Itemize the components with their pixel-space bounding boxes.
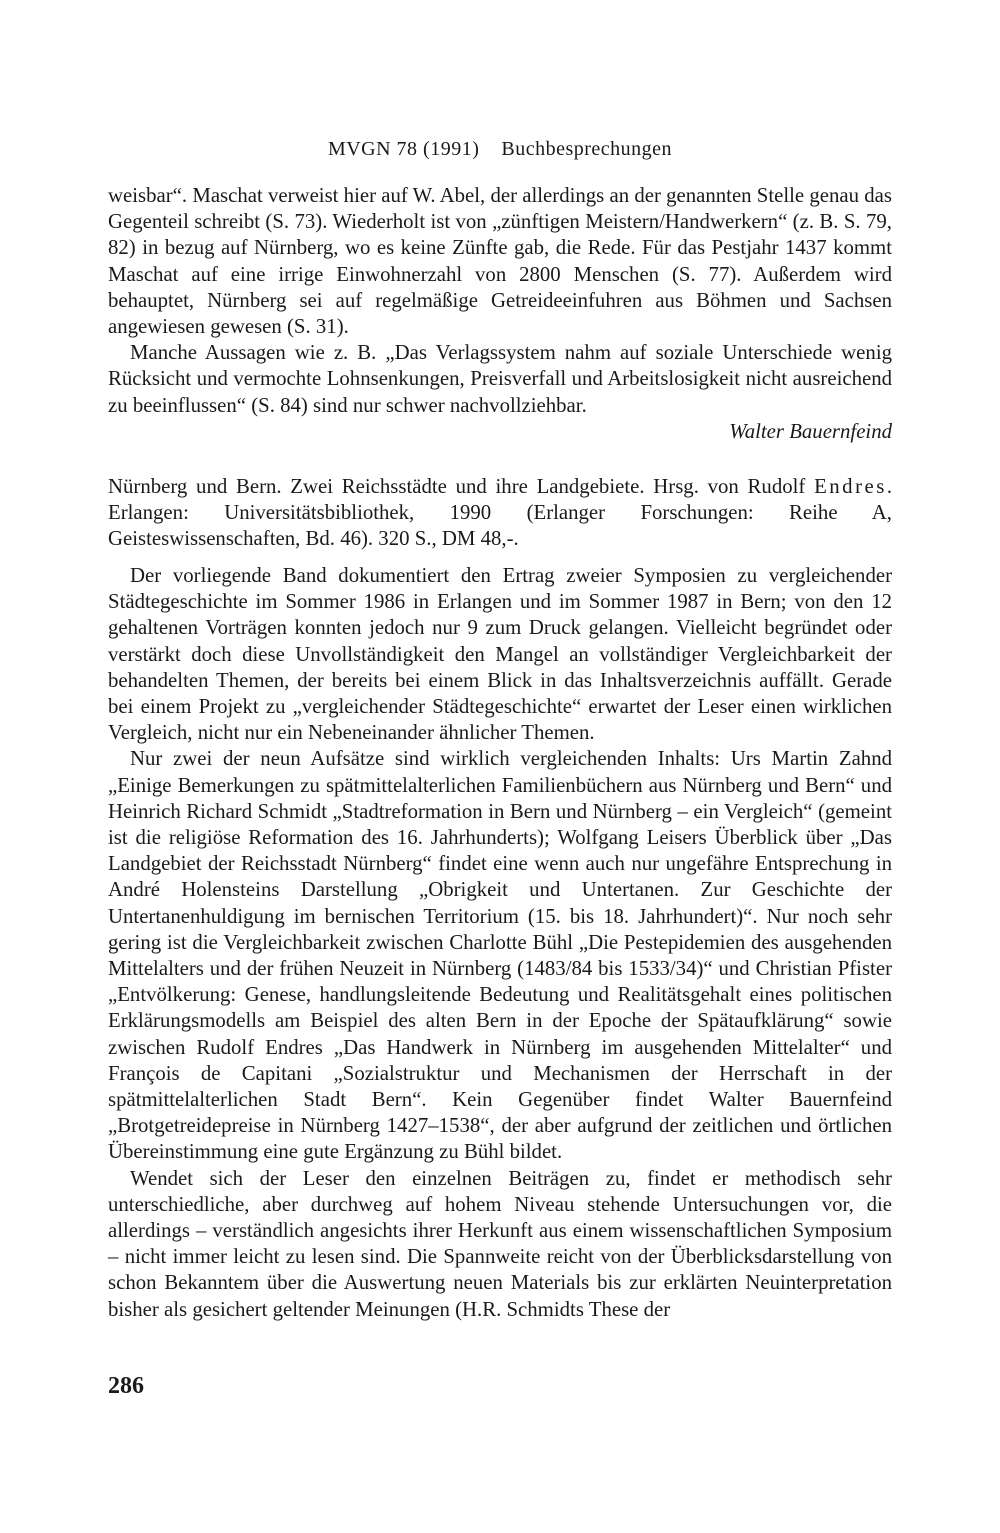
- review-2-citation: [108, 474, 892, 553]
- review-2-paragraph-2: Nur zwei der neun Aufsätze sind wirklich vergleichenden Inhalts: Urs Martin Zahnd „Einige Bemerkungen zu spätmittelalterlichen Familienbüchern aus Nürnberg und Bern“ und Heinrich Richard Schmidt „Stadtreformation in Bern und Nürnberg – ein Vergleich“ (gemeint ist die religiöse Reformation des 16. Jahrhunderts); Wolfgang Leisers Überblick über „Das Landgebiet der Reichsstadt Nürnberg“ findet eine wenn auch nur ungefähre Entsprechung in André Holensteins Darstellung „Obrigkeit und Untertanen. Zur Geschichte der Untertanenhuldigung im bernischen Territorium (15. bis 18. Jahrhundert)“. Nur noch sehr gering ist die Vergleichbarkeit zwischen Charlotte Bühl „Die Pestepidemien des ausgehenden Mittelalters und der frühen Neuzeit in Nürnberg (1483/84 bis 1533/34)“ und Christian Pfister „Entvölkerung: Genese, handlungsleitende Bedeutung und Realitätsgehalt eines politischen Erklärungsmodells am Beispiel des alten Bern in der Epoche der Spätaufklärung“ sowie zwischen Rudolf Endres „Das Handwerk in Nürnberg im ausgehenden Mittelalter“ und François de Capitani „Sozialstruktur und Mechanismen der Herrschaft in der spätmittelalterlichen Stadt Bern“. Kein Gegenüber findet Walter Bauernfeind „Brotgetreidepreise in Nürnberg 1427–1538“, der aber aufgrund der zeitlichen und örtlichen Übereinstimmung eine gute Ergänzung zu Bühl bildet.: [108, 747, 892, 1164]
- review-2-text: [108, 563, 892, 1323]
- review-1-paragraph-1: weisbar“. Maschat verweist hier auf W. Abel, der allerdings an der genannten Stelle genau das Gegenteil schreibt (S. 73). Wiederholt ist von „zünftigen Meistern/Handwerkern“ (z. B. S. 79, 82) in bezug auf Nürnberg, wo es keine Zünfte gab, die Rede. Für das Pestjahr 1437 kommt Maschat auf eine irrige Einwohnerzahl von 2800 Menschen (S. 77). Außerdem wird behauptet, Nürnberg sei auf regelmäßige Getreideeinfuhren aus Böhmen und Sachsen angewiesen gewesen (S. 31).: [108, 184, 892, 339]
- citation-editor-surname: Endres: [814, 475, 887, 498]
- review-1-author: Walter Bauernfeind: [729, 419, 892, 443]
- running-header: [0, 138, 1000, 161]
- citation-publication: . Erlangen: Universitätsbibliothek, 1990 (Erlanger Forschungen: Reihe A, Geisteswissenschaften, Bd. 46). 320 S., DM 48,-.: [108, 475, 893, 551]
- review-1-paragraph-2: Manche Aussagen wie z. B. „Das Verlagssystem nahm auf soziale Unterschiede wenig Rücksicht und vermochte Lohnsenkungen, Preisverfall und Arbeitslosigkeit nicht ausreichend zu beeinflussen“ (S. 84) sind nur schwer nachvollziehbar.: [108, 341, 892, 417]
- journal-reference: MVGN 78 (1991): [327, 138, 480, 160]
- book-citation: [108, 474, 892, 553]
- page-number: 286: [108, 1373, 144, 1399]
- section-title: Buchbesprechungen: [501, 138, 673, 160]
- review-1-continuation: [108, 183, 892, 445]
- citation-title: Nürnberg und Bern. Zwei Reichsstädte und ihre Landgebiete. Hrsg. von Rudolf: [108, 475, 806, 498]
- review-2-paragraph-1: Der vorliegende Band dokumentiert den Ertrag zweier Symposien zu vergleichender Städtegeschichte im Sommer 1986 in Erlangen und im Sommer 1987 in Bern; von den 12 gehaltenen Vorträgen konnten jedoch nur 9 zum Druck gelangen. Vielleicht begründet oder verstärkt doch diese Unvollständigkeit den Mangel an vollständiger Vergleichbarkeit der behandelten Themen, der bereits bei einem Blick in das Inhaltsverzeichnis auffällt. Gerade bei einem Projekt zu „vergleichender Städtegeschichte“ erwartet der Leser einen wirklichen Vergleich, nicht nur ein Nebeneinander ähnlicher Themen.: [108, 564, 892, 745]
- review-2-paragraph-3: Wendet sich der Leser den einzelnen Beiträgen zu, findet er methodisch sehr unterschiedliche, aber durchweg auf hohem Niveau stehende Untersuchungen vor, die allerdings – verständlich angesichts ihrer Herkunft aus einem wissenschaftlichen Symposium – nicht immer leicht zu lesen sind. Die Spannweite reicht von der Überblicksdarstellung von schon Bekanntem über die Auswertung neuen Materials bis zur erklärten Neuinterpretation bisher als gesichert geltender Meinungen (H.R. Schmidts These der: [108, 1166, 892, 1321]
